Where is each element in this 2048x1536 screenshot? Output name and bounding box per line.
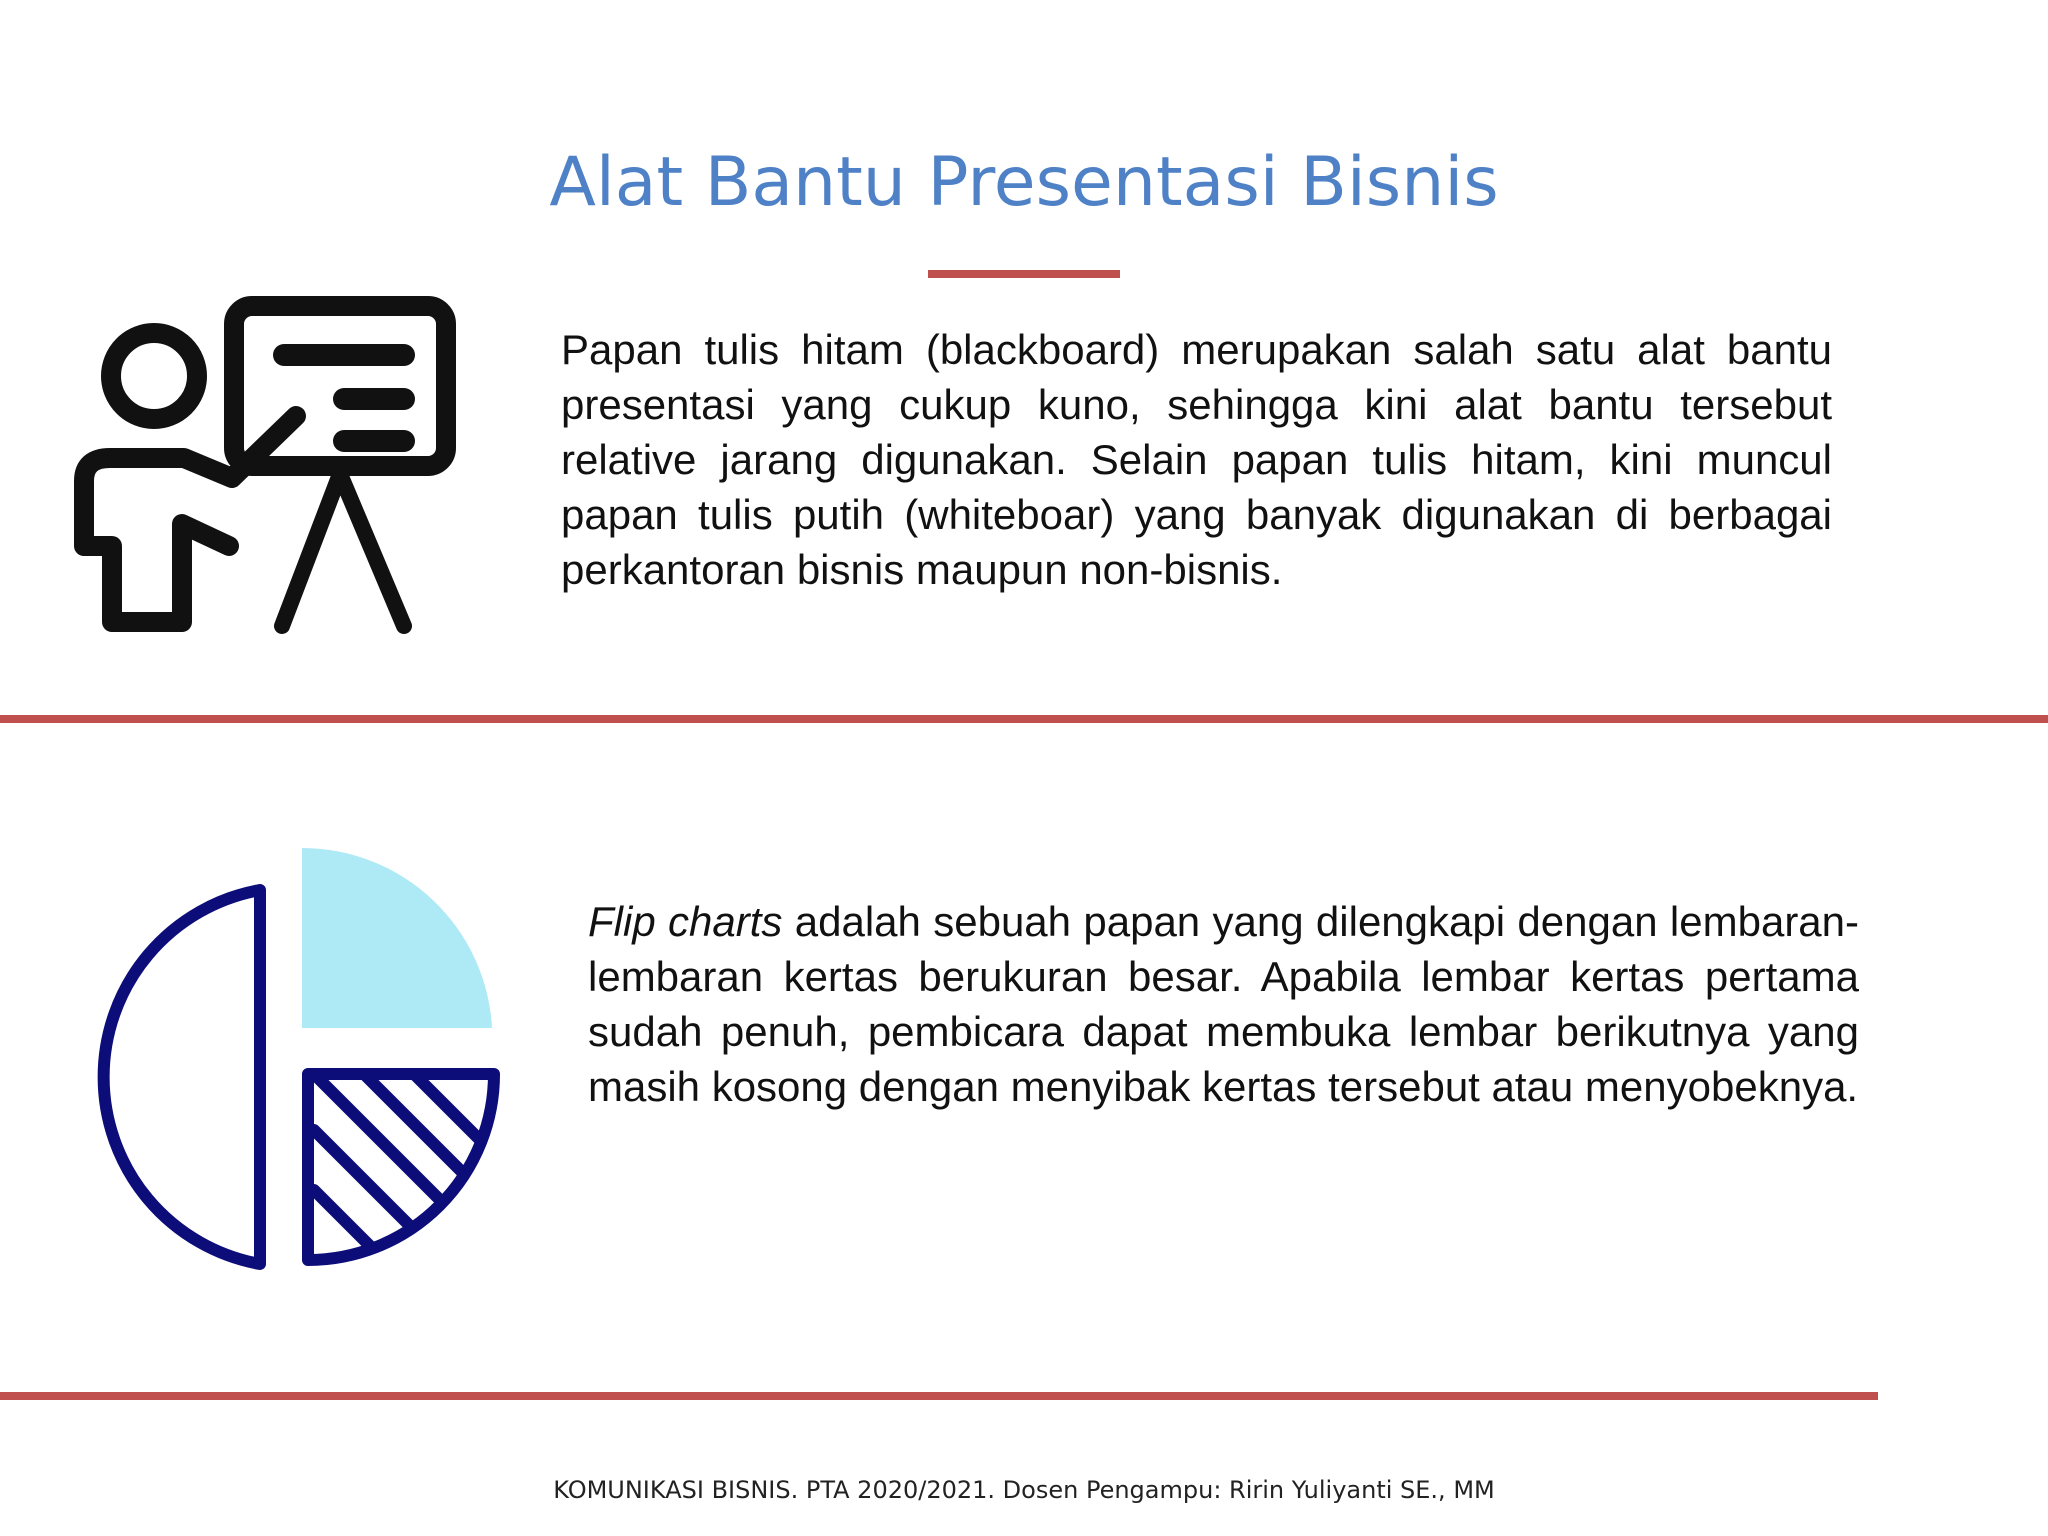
footer: KOMUNIKASI BISNIS. PTA 2020/2021. Dosen Pengampu: Ririn Yuliyanti SE., MM <box>553 1476 1495 1504</box>
pie-chart-icon <box>64 840 504 1280</box>
presenter-whiteboard-icon <box>74 296 466 644</box>
title-underline <box>928 270 1120 278</box>
slide-title: Alat Bantu Presentasi Bisnis <box>549 143 1499 222</box>
flip-charts-text: adalah sebuah papan yang dilengkapi dengan lembaran-lembaran kertas berukuran besar. Apabila lembar kertas pertama sudah penuh, pembicara dapat membuka lembar berikutnya yang masih kosong dengan menyibak kertas tersebut atau menyobeknya. <box>588 898 1860 1110</box>
section-divider <box>0 715 2048 723</box>
blackboard-description: Papan tulis hitam (blackboard) merupakan salah satu alat bantu presentasi yang cukup kuno, sehingga kini alat bantu tersebut relative jarang digunakan. Selain papan tulis hitam, kini muncul papan tulis putih (whiteboar) yang banyak digunakan di berbagai perkantoran bisnis maupun non-bisnis. <box>561 326 1832 593</box>
flip-charts-term: Flip charts <box>588 898 783 945</box>
flip-charts-description <box>588 894 1859 1114</box>
section-divider-bottom <box>0 1392 1878 1400</box>
